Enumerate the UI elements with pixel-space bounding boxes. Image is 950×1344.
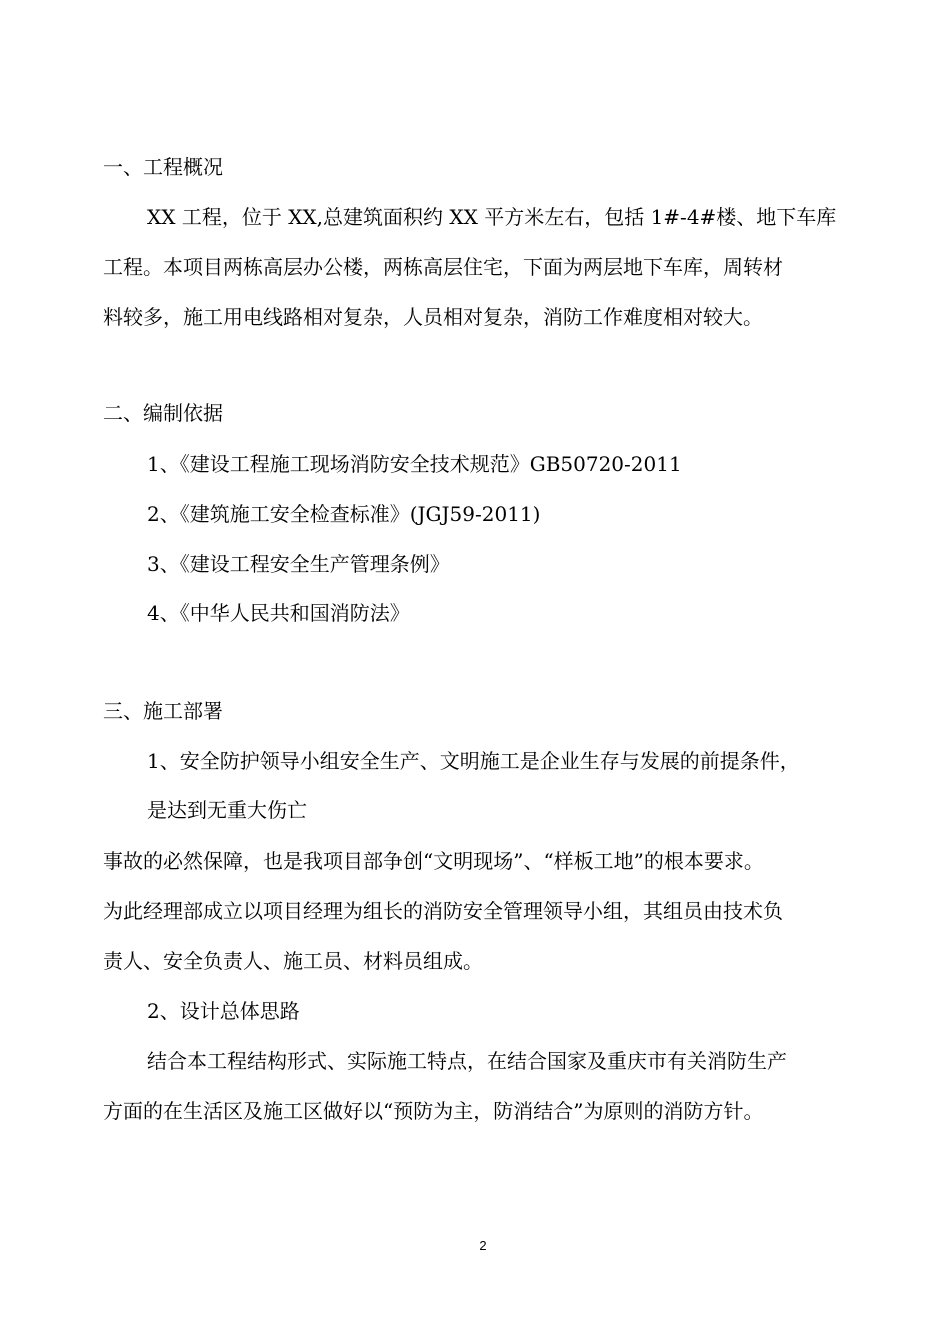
list-item: 4、《中华人民共和国消防法》	[147, 601, 410, 625]
paragraph-line: 结合本工程结构形式、实际施工特点，在结合国家及重庆市有关消防生产	[147, 1049, 787, 1073]
paragraph-line: 料较多，施工用电线路相对复杂，人员相对复杂，消防工作难度相对较大。	[103, 305, 763, 329]
paragraph-line: 工程。本项目两栋高层办公楼，两栋高层住宅，下面为两层地下车库，周转材	[103, 255, 783, 279]
section-heading-project-overview: 一、工程概况	[103, 155, 223, 179]
section-heading-construction-deployment: 三、施工部署	[103, 699, 223, 723]
list-item: 3、《建设工程安全生产管理条例》	[147, 552, 450, 576]
paragraph-line: XX 工程，位于 XX,总建筑面积约 XX 平方米左右，包括 1#-4#楼、地下车库	[147, 205, 837, 229]
list-item: 2、《建筑施工安全检查标准》(JGJ59-2011)	[147, 502, 541, 526]
page-number: 2	[479, 1238, 487, 1253]
paragraph-line: 事故的必然保障，也是我项目部争创“文明现场”、“样板工地”的根本要求。	[103, 849, 764, 873]
paragraph-line: 1、安全防护领导小组安全生产、文明施工是企业生存与发展的前提条件，	[147, 749, 800, 773]
section-heading-compilation-basis: 二、编制依据	[103, 401, 223, 425]
paragraph-line: 是达到无重大伤亡	[147, 798, 307, 822]
paragraph-line: 责人、安全负责人、施工员、材料员组成。	[103, 949, 483, 973]
list-item: 1、《建设工程施工现场消防安全技术规范》GB50720-2011	[147, 452, 682, 476]
subsection-title-design-approach: 2、设计总体思路	[147, 999, 300, 1023]
paragraph-line: 为此经理部成立以项目经理为组长的消防安全管理领导小组，其组员由技术负	[103, 899, 783, 923]
paragraph-line: 方面的在生活区及施工区做好以“预防为主，防消结合”为原则的消防方针。	[103, 1099, 764, 1123]
